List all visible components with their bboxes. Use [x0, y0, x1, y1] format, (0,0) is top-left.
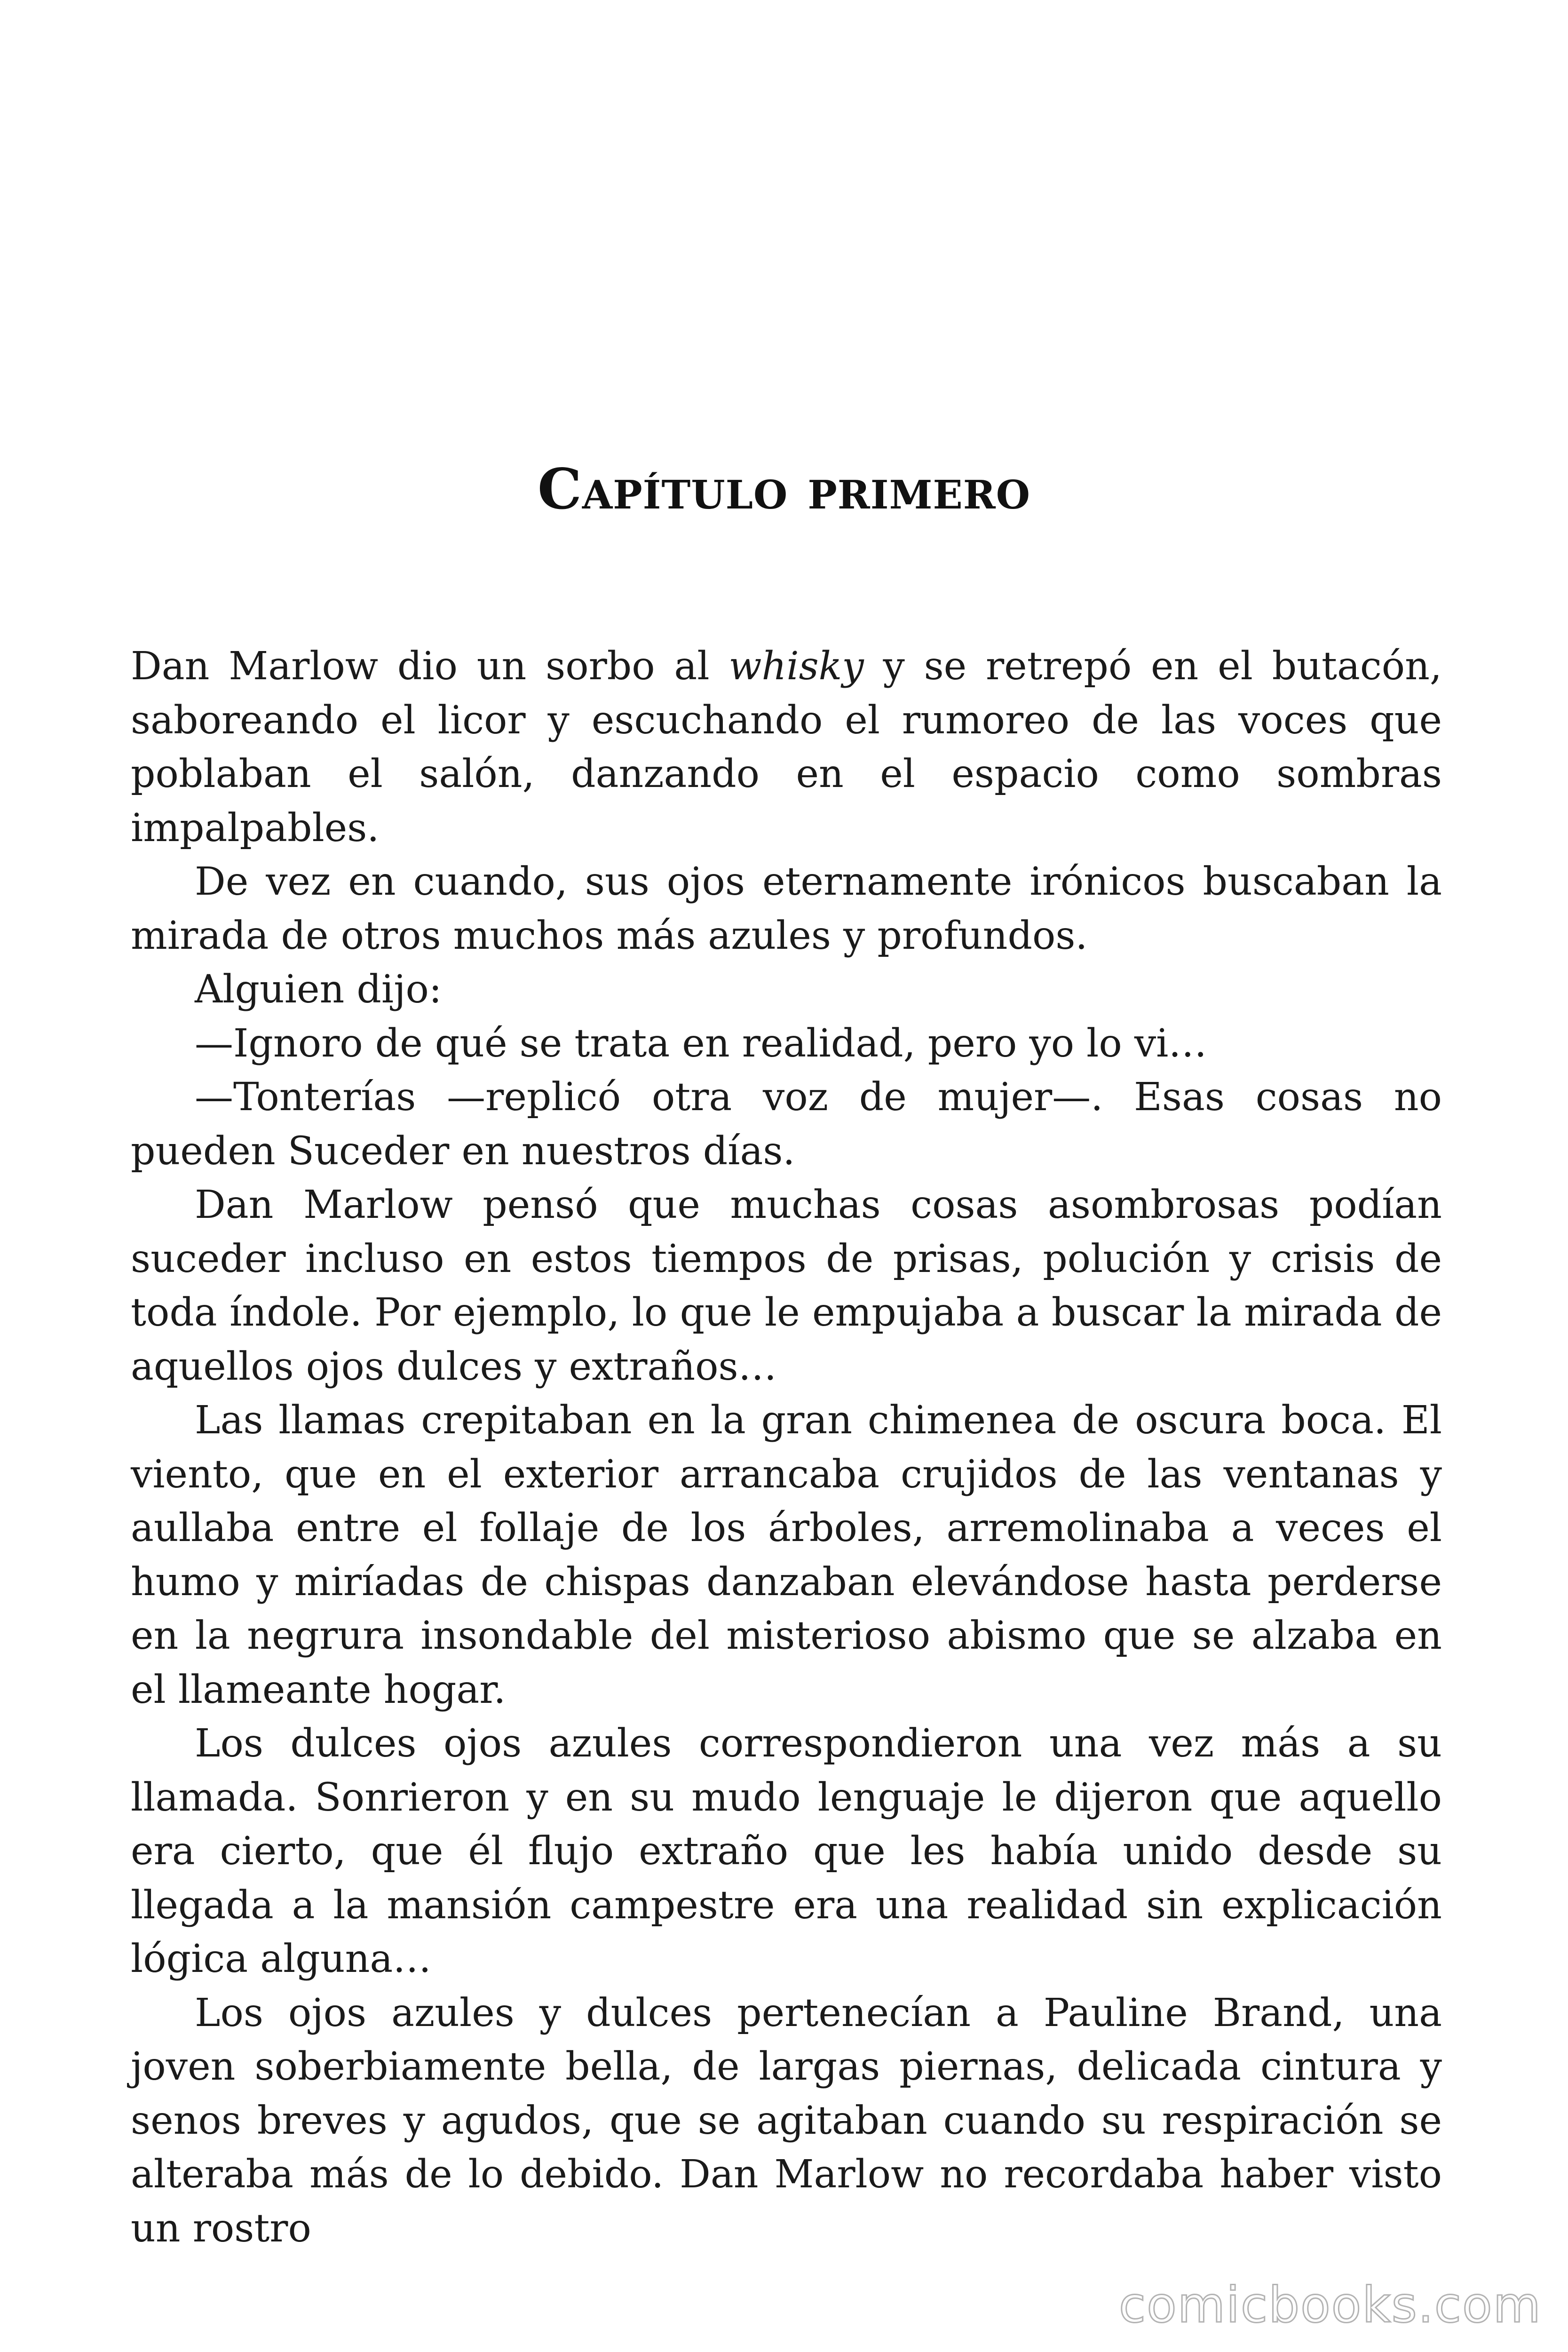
watermark: comicbooks.com — [1118, 2276, 1542, 2334]
chapter-title: Capítulo primero — [537, 456, 1031, 522]
paragraph-7: Las llamas crepitaban en la gran chimenea de oscura boca. El viento, que en el exterior arrancaba crujidos de las ventanas y aullaba entre el follaje de los árboles, arremolinaba a veces el humo y miríadas de chispas danzaban elevándose hasta perderse en la negrura insondable del misterioso abismo que se alzaba en el llameante hogar. — [131, 1398, 1442, 1712]
paragraph-2: De vez en cuando, sus ojos eternamente irónicos buscaban la mirada de otros muchos más azules y profundos. — [131, 859, 1442, 958]
emphasis-word: whisky — [729, 644, 864, 689]
paragraph-5: —Tonterías —replicó otra voz de mujer—. Esas cosas no pueden Suceder en nuestros días. — [131, 1075, 1442, 1174]
paragraph-1: Dan Marlow dio un sorbo al whisky y se retrepó en el butacón, saboreando el licor y escuchando el rumoreo de las voces que poblaban el salón, danzando en el espacio como sombras impalpables. — [131, 644, 1442, 850]
paragraph-3: Alguien dijo: — [195, 967, 442, 1012]
paragraph-4: —Ignoro de qué se trata en realidad, pero yo lo vi… — [195, 1021, 1207, 1066]
chapter-body — [131, 640, 1442, 2256]
paragraph-9: Los ojos azules y dulces pertenecían a Pauline Brand, una joven soberbiamente bella, de largas piernas, delicada cintura y senos breves y agudos, que se agitaban cuando su respiración se alteraba más de lo debido. Dan Marlow no recordaba haber visto un rostro — [131, 1990, 1442, 2251]
paragraph-6: Dan Marlow pensó que muchas cosas asombrosas podían suceder incluso en estos tiempos de prisas, polución y crisis de toda índole. Por ejemplo, lo que le empujaba a buscar la mirada de aquellos ojos dulces y extraños… — [131, 1183, 1442, 1389]
paragraph-8: Los dulces ojos azules correspondieron una vez más a su llamada. Sonrieron y en su mudo lenguaje le dijeron que aquello era cierto, que él flujo extraño que les había unido desde su llegada a la mansión campestre era una realidad sin explicación lógica alguna… — [131, 1721, 1442, 1981]
